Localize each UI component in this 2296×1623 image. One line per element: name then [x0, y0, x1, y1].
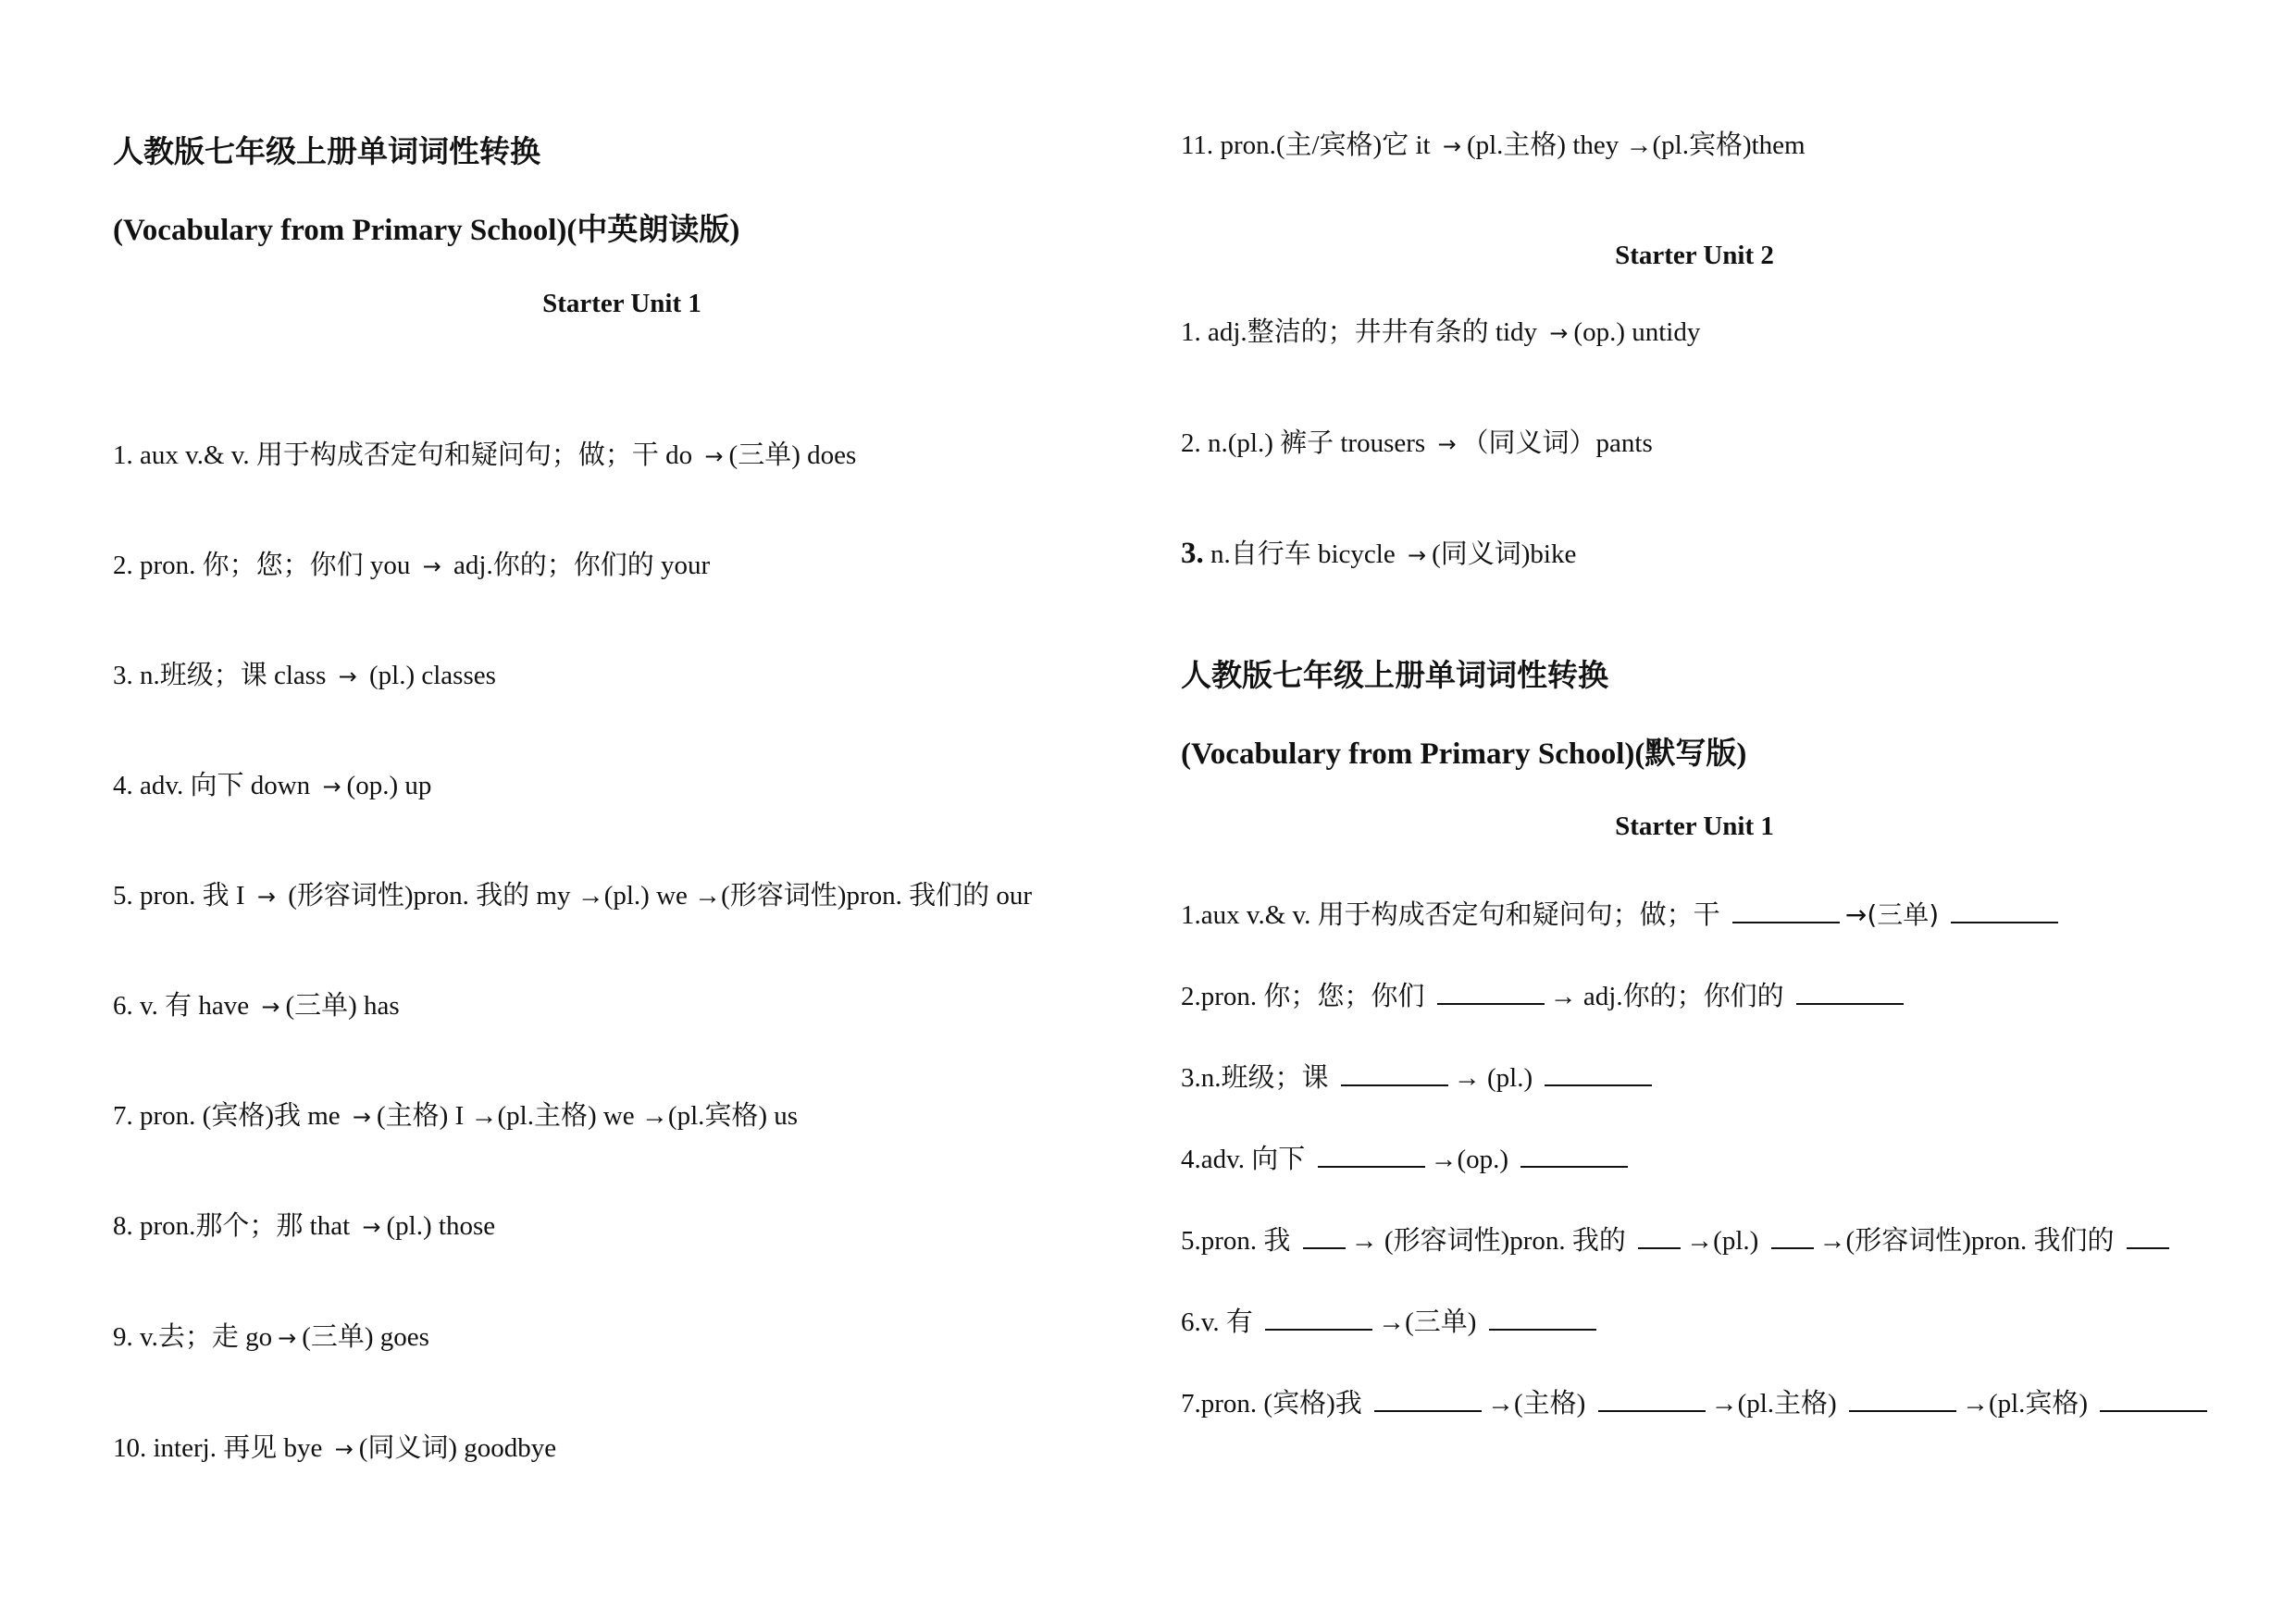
vocab-entry-6: [113, 990, 400, 1022]
page-subtitle-2: (Vocabulary from Primary School)(默写版): [1181, 737, 1747, 771]
answer-blank[interactable]: [1598, 1386, 1706, 1412]
dictation-prefix: 1.aux v.& v. 用于构成否定句和疑问句；做；干: [1181, 900, 1720, 930]
entry-text: pron. 你；您；你们 you: [140, 551, 417, 580]
entry-number: 10.: [113, 1433, 147, 1463]
entry-rest: (op.) up: [346, 771, 432, 800]
answer-blank[interactable]: [1303, 1223, 1346, 1249]
dictation-mid: → adj.你的；你们的: [1549, 982, 1784, 1011]
entry-rest: （同义词）pants: [1461, 428, 1653, 458]
dictation-prefix: 6.v. 有: [1181, 1307, 1253, 1337]
vocab-entry-4: [113, 770, 431, 802]
vocab-entry-1: [113, 440, 856, 472]
entry-rest: (形容词性)pron. 我的 my →(pl.) we →(形容词性)pron. 我们的 our: [280, 881, 1033, 911]
unit2-entry-1: [1181, 316, 1700, 349]
entry-text: interj. 再见 bye: [153, 1433, 329, 1463]
entry-text: n.自行车 bicycle: [1210, 539, 1402, 569]
entry-rest: (主格) I →(pl.主格) we →(pl.宾格) us: [377, 1101, 799, 1131]
answer-blank[interactable]: [1951, 898, 2058, 923]
entry-number: 3.: [113, 661, 133, 690]
vocab-entry-5: [113, 880, 1032, 912]
answer-blank[interactable]: [2127, 1223, 2169, 1249]
dictation-prefix: 4.adv. 向下: [1181, 1145, 1306, 1174]
dictation-entry-3: [1181, 1060, 1657, 1095]
arrow-icon: →: [1549, 320, 1569, 346]
unit2-heading: Starter Unit 2: [1615, 241, 1774, 270]
arrow-icon: →: [1407, 542, 1427, 568]
answer-blank[interactable]: [1771, 1223, 1814, 1249]
page-title-2: 人教版七年级上册单词词性转换: [1181, 660, 1608, 693]
entry-text: pron.那个；那 that: [140, 1211, 357, 1241]
vocab-entry-2: [113, 550, 710, 582]
page-subtitle: (Vocabulary from Primary School)(中英朗读版): [113, 214, 740, 247]
answer-blank[interactable]: [2100, 1386, 2207, 1412]
entry-rest: (pl.) classes: [362, 661, 496, 690]
entry-text: pron. 我 I: [140, 881, 252, 911]
arrow-icon: →: [322, 774, 341, 799]
dictation-prefix: 5.pron. 我: [1181, 1226, 1291, 1256]
dictation-mid: →(三单): [1844, 899, 1940, 930]
dictation-prefix: 2.pron. 你；您；你们: [1181, 982, 1425, 1011]
unit-heading: Starter Unit 1: [542, 289, 701, 318]
entry-text: n.班级；课 class: [140, 661, 333, 690]
arrow-icon: →: [704, 443, 724, 469]
arrow-icon: →: [278, 1325, 297, 1351]
entry-number: 3.: [1181, 537, 1204, 570]
entry-rest: (pl.主格) they →(pl.宾格)them: [1466, 130, 1806, 160]
entry-rest: (pl.) those: [386, 1211, 496, 1241]
entry-number: 11.: [1181, 130, 1214, 160]
dictation-mid: →(主格): [1486, 1389, 1586, 1419]
answer-blank[interactable]: [1265, 1305, 1372, 1331]
entry-number: 8.: [113, 1211, 133, 1241]
dictation-mid: → (pl.): [1453, 1063, 1533, 1093]
dictation-mid: →(op.): [1430, 1145, 1509, 1174]
entry-text: adj.整洁的；井井有条的 tidy: [1208, 317, 1545, 347]
dictation-mid: →(pl.主格): [1710, 1389, 1837, 1419]
entry-text: pron. (宾格)我 me: [140, 1101, 347, 1131]
answer-blank[interactable]: [1374, 1386, 1482, 1412]
dictation-entry-4: [1181, 1142, 1633, 1176]
arrow-icon: →: [334, 1436, 354, 1462]
entry-number: 1.: [113, 440, 133, 470]
entry-rest: (op.) untidy: [1573, 317, 1701, 347]
unit2-entry-3: [1181, 536, 1576, 573]
entry-rest: adj.你的；你们的 your: [446, 551, 711, 580]
dictation-mid: → (形容词性)pron. 我的: [1350, 1226, 1626, 1256]
dictation-prefix: 7.pron. (宾格)我: [1181, 1389, 1362, 1419]
answer-blank[interactable]: [1796, 979, 1904, 1005]
entry-number: 4.: [113, 771, 133, 800]
entry-rest: (三单) has: [285, 991, 400, 1021]
unit2-entry-2: [1181, 427, 1653, 460]
answer-blank[interactable]: [1520, 1142, 1628, 1168]
arrow-icon: →: [256, 884, 276, 910]
dictation-unit-heading: Starter Unit 1: [1615, 812, 1774, 841]
dictation-entry-1: [1181, 898, 2064, 932]
dictation-entry-2: [1181, 979, 1909, 1013]
arrow-icon: →: [1442, 133, 1461, 159]
vocab-entry-3: [113, 660, 496, 692]
answer-blank[interactable]: [1318, 1142, 1425, 1168]
dictation-mid: →(形容词性)pron. 我们的: [1818, 1226, 2115, 1256]
arrow-icon: →: [422, 553, 441, 579]
arrow-icon: →: [338, 663, 357, 689]
entry-rest: (同义词)bike: [1432, 539, 1577, 569]
entry-number: 6.: [113, 991, 133, 1021]
entry-rest: (三单) goes: [302, 1322, 429, 1352]
entry-number: 5.: [113, 881, 133, 911]
vocab-entry-11: [1181, 130, 1806, 162]
answer-blank[interactable]: [1732, 898, 1840, 923]
dictation-entry-7: [1181, 1386, 2213, 1420]
page-title: 人教版七年级上册单词词性转换: [113, 136, 540, 169]
dictation-entry-5: [1181, 1223, 2175, 1258]
entry-number: 7.: [113, 1101, 133, 1131]
arrow-icon: →: [352, 1104, 372, 1130]
entry-text: v. 有 have: [140, 991, 256, 1021]
dictation-prefix: 3.n.班级；课: [1181, 1063, 1329, 1093]
answer-blank[interactable]: [1545, 1060, 1652, 1086]
answer-blank[interactable]: [1341, 1060, 1448, 1086]
entry-number: 9.: [113, 1322, 133, 1352]
entry-rest: (三单) does: [728, 440, 857, 470]
answer-blank[interactable]: [1489, 1305, 1596, 1331]
dictation-mid: →(pl.宾格): [1961, 1389, 2089, 1419]
dictation-entry-6: [1181, 1305, 1602, 1339]
entry-text: adv. 向下 down: [140, 771, 317, 800]
entry-number: 2.: [113, 551, 133, 580]
entry-text: n.(pl.) 裤子 trousers: [1208, 428, 1433, 458]
right-column: [1181, 0, 2245, 1623]
arrow-icon: →: [261, 994, 280, 1020]
answer-blank[interactable]: [1638, 1223, 1681, 1249]
dictation-mid: →(pl.): [1686, 1226, 1759, 1256]
entry-text: pron.(主/宾格)它 it: [1220, 130, 1437, 160]
vocab-entry-8: [113, 1210, 495, 1243]
entry-number: 1.: [1181, 317, 1201, 347]
entry-rest: (同义词) goodbye: [358, 1433, 557, 1463]
answer-blank[interactable]: [1437, 979, 1545, 1005]
entry-text: aux v.& v. 用于构成否定句和疑问句；做；干 do: [140, 440, 700, 470]
answer-blank[interactable]: [1849, 1386, 1956, 1412]
dictation-mid: →(三单): [1378, 1307, 1477, 1337]
arrow-icon: →: [1437, 431, 1457, 457]
entry-text: v.去；走 go: [140, 1322, 273, 1352]
arrow-icon: →: [362, 1214, 381, 1240]
vocab-entry-7: [113, 1100, 798, 1133]
vocab-entry-9: [113, 1321, 429, 1354]
vocab-entry-10: [113, 1432, 556, 1465]
left-column: [113, 0, 1085, 1623]
entry-number: 2.: [1181, 428, 1201, 458]
